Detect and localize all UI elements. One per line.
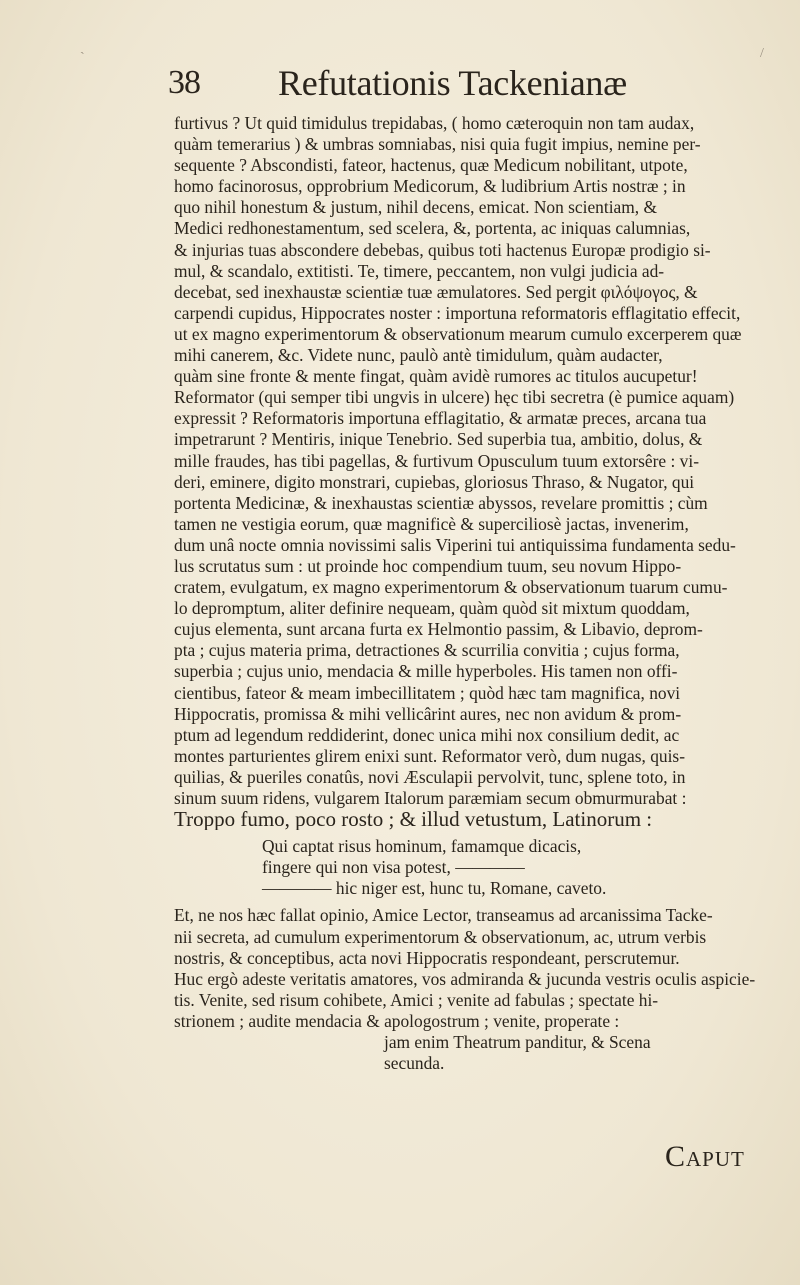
margin-mark: ˎ bbox=[80, 40, 85, 55]
text-line: deri, eminere, digito monstrari, cupiebas, gloriosus Thraso, & Nugator, qui bbox=[174, 471, 695, 492]
margin-mark: / bbox=[760, 46, 764, 61]
text-line: lus scrutatus sum : ut proinde hoc compendium tuum, seu novum Hippo- bbox=[174, 555, 682, 576]
closing-line: secunda. bbox=[384, 1053, 445, 1074]
text-line: decebat, sed inexhaustæ scientiæ tuæ æmulatores. Sed pergit φιλόψογος, & bbox=[174, 281, 698, 302]
verse-line: Qui captat risus hominum, famamque dicacis, bbox=[262, 836, 582, 857]
verse-line: fingere qui non visa potest, ———— bbox=[262, 857, 525, 878]
page-body bbox=[174, 113, 794, 1074]
text-line: carpendi cupidus, Hippocrates noster : importuna reformatoris efflagitatio effecit, bbox=[174, 302, 741, 323]
page-header bbox=[168, 58, 668, 108]
paragraph-1 bbox=[174, 113, 794, 809]
text-line: mille fraudes, has tibi pagellas, & furtivum Opusculum tuum extorsêre : vi- bbox=[174, 450, 699, 471]
text-line: quàm sine fronte & mente fingat, quàm avidè rumores ac titulos aucupetur! bbox=[174, 366, 698, 387]
page-number: 38 bbox=[168, 64, 200, 101]
text-line: nii secreta, ad cumulum experimentorum & observationum, ac, utrum verbis bbox=[174, 926, 707, 947]
text-line: impetrarunt ? Mentiris, inique Tenebrio. Sed superbia tua, ambitio, dolus, & bbox=[174, 429, 703, 450]
text-line: montes parturientes glirem enixi sunt. Reformator verò, dum nugas, quis- bbox=[174, 745, 685, 766]
text-line: dum unâ nocte omnia novissimi salis Viperini tui antiquissima fundamenta sedu- bbox=[174, 534, 736, 555]
text-line: quàm temerarius ) & umbras somniabas, nisi quia fugit impius, nemine per- bbox=[174, 134, 701, 155]
text-line: homo facinorosus, opprobrium Medicorum, & ludibrium Artis nostræ ; in bbox=[174, 176, 686, 197]
text-line: cujus elementa, sunt arcana furta ex Helmontio passim, & Libavio, deprom- bbox=[174, 619, 703, 640]
text-line: pta ; cujus materia prima, detractiones & scurrilia convitia ; cujus forma, bbox=[174, 640, 680, 661]
text-line: ut ex magno experimentorum & observationum mearum cumulo excerperem quæ bbox=[174, 323, 742, 344]
text-line: mul, & scandalo, extitisti. Te, timere, peccantem, non vulgi judicia ad- bbox=[174, 260, 665, 281]
text-line: quo nihil honestum & justum, nihil decens, emicat. Non scientiam, & bbox=[174, 197, 658, 218]
text-line: expressit ? Reformatoris importuna efflagitatio, & armatæ preces, arcana tua bbox=[174, 408, 707, 429]
text-line: cientibus, fateor & meam imbecillitatem ; quòd hæc tam magnifica, novi bbox=[174, 682, 681, 703]
text-line: & injurias tuas abscondere debebas, quibus toti hactenus Europæ prodigio si- bbox=[174, 239, 711, 260]
text-line: cratem, evulgatum, ex magno experimentorum & observationum tuarum cumu- bbox=[174, 577, 728, 598]
text-line: quilias, & pueriles conatûs, novi Æsculapii pervolvit, tunc, splene toto, in bbox=[174, 766, 686, 787]
text-line: ptum ad legendum reddiderint, donec unica mihi nox consilium dedit, ac bbox=[174, 724, 680, 745]
proverb-line: Troppo fumo, poco rosto ; & illud vetustum, Latinorum : bbox=[174, 809, 653, 831]
text-line: furtivus ? Ut quid timidulus trepidabas, ( homo cæteroquin non tam audax, bbox=[174, 113, 695, 133]
text-line: sequente ? Abscondisti, fateor, hactenus, quæ Medicum nobilitant, utpote, bbox=[174, 155, 688, 176]
text-line: lo depromptum, aliter definire nequeam, quàm quòd sit mixtum quoddam, bbox=[174, 598, 690, 619]
text-line: superbia ; cujus unio, mendacia & mille hyperboles. His tamen non offi- bbox=[174, 661, 678, 682]
text-line: sinum suum ridens, vulgarem Italorum paræmiam secum obmurmurabat : bbox=[174, 788, 687, 808]
verse-line: ———— hic niger est, hunc tu, Romane, caveto. bbox=[262, 878, 607, 899]
text-line: nostris, & conceptibus, acta novi Hippocratis respondeant, perscrutemur. bbox=[174, 947, 680, 968]
text-line: tis. Venite, sed risum cohibete, Amici ; venite ad fabulas ; spectate hi- bbox=[174, 989, 659, 1010]
catchword: Caput bbox=[665, 1140, 745, 1173]
text-line: Hippocratis, promissa & mihi vellicârint aures, nec non avidum & prom- bbox=[174, 703, 682, 724]
closing-line: jam enim Theatrum panditur, & Scena bbox=[384, 1032, 651, 1053]
text-line: tamen ne vestigia eorum, quæ magnificè & superciliosè jactas, invenerim, bbox=[174, 513, 689, 534]
text-line: Reformator (qui semper tibi ungvis in ulcere) hęc tibi secretra (è pumice aquam) bbox=[174, 387, 735, 408]
text-line: Huc ergò adeste veritatis amatores, vos admiranda & jucunda vestris oculis aspicie- bbox=[174, 968, 756, 989]
text-line: Et, ne nos hæc fallat opinio, Amice Lector, transeamus ad arcanissima Tacke- bbox=[174, 905, 713, 926]
verse-quote bbox=[174, 836, 794, 899]
paragraph-2 bbox=[174, 905, 794, 1032]
running-title: Refutationis Tackenianæ bbox=[278, 63, 627, 103]
text-line: strionem ; audite mendacia & apologostrum ; venite, properate : bbox=[174, 1010, 620, 1031]
text-line: portenta Medicinæ, & inexhaustas scientiæ abyssos, revelare promittis ; cùm bbox=[174, 492, 708, 513]
text-line: mihi canerem, &c. Videte nunc, paulò antè timidulum, quàm audacter, bbox=[174, 345, 663, 366]
text-line: Medici redhonestamentum, sed scelera, &, portenta, ac iniquas calumnias, bbox=[174, 218, 691, 239]
